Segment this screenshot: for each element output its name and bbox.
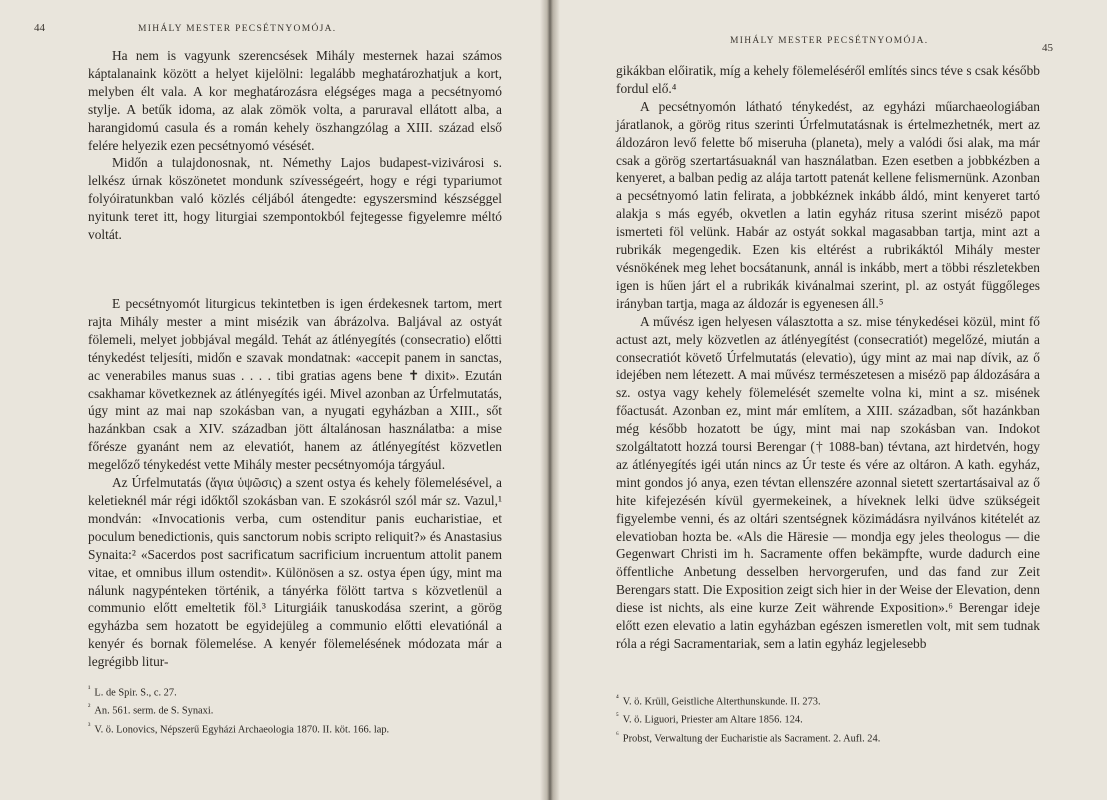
- text-block-1: [88, 47, 502, 244]
- paragraph: Az Úrfelmutatás (ἅγια ὑψῶσις) a szent ostya és kehely fölemelésével, a keletieknél már régi időktől szokásban van. E szokásról szól már sz. Vazul,¹ mondván: «Invocationis verba, cum ostenditur panis eucharistiae, et poculum benedictionis, quis sanctorum nobis scripto reliquit?» és Anastasius Synaita:² «Sacerdos post sacrificatum sacrificium incruentum attolit panem vitae, et omnibus illum ostendit». Különösen a sz. ostya épen úgy, mint ma nálunk nagypénteken történik, a tányérka fölött tartva s közvetlenül a communio előtt emeltetik föl.³ Liturgiáik tanuskodása szerint, a görög egyházba sem hozatott be egyidejüleg a communio előtti elevatiónál a kenyér és bornak fölemelése. A kenyér fölemelésének módozata már a legrégibb litur-: [88, 475, 502, 670]
- paragraph: A művész igen helyesen választotta a sz. mise ténykedései közül, mint fő actust azt, mely közvetlen az átlényegítést (consecratiót) megelőzé, miután a consecratiót követő Úrfelmutatás (elevatio), úgy mint az mai nap dívik, az ő idejében nem létezett. A mai művész természetesen a misézö pap áldozására a sz. ostya vagy kehely fölemelését szemelte volna ki, mint a sz. misének főactusát. Azonban ez, mint már említem, a XIII. században, sőt hazánkban még később hozatott be úgy, mint mai nap szokásban van. Indokot szolgáltatott hozzá toursi Berengar († 1088-ban) tévtana, azt hirdetvén, hogy az átlényegítés igéi után nincs az Úr teste és vére az oltáron. A kath. egyház, mint gondos jó anya, ezen tévtan ellenszére azonnal sietett szertartásaival az ő hite kifejezésén kívül gyermekeinek, a híveknek lelki üdve szükségeit figyelembe venni, és az oltári szentségnek közimádásra nyilvános kitételét az elevatioban hozta be. «Als die Häresie — mondja egy jeles theologus — die Gegenwart Christi im h. Sacramente offen bekämpfte, wurde dadurch eine öffentliche Anbetung desselben hervorgerufen, und das fand zur Zeit Berengars statt. Die Exposition zeigt sich hier in der Weise der Elevation, denn diese ist nichts, als eine kurze Zeit währende Exposition».⁶ Berengar ideje előtt ezen elevatio a latin egyházban egészen ismeretlen volt, mit sem tudnak róla a régi Sacramentariak, sem a latin egyház legjelesebb: [616, 313, 1040, 651]
- running-head: MIHÁLY MESTER PECSÉTNYOMÓJA.: [730, 36, 929, 46]
- footnote-mark: ⁶: [616, 729, 619, 739]
- running-head: MIHÁLY MESTER PECSÉTNYOMÓJA.: [138, 24, 337, 34]
- paragraph: E pecsétnyomót liturgicus tekintetben is igen érdekesnek tartom, mert rajta Mihály mester a mint misézik van ábrázolva. Baljával az ostyát fölemeli, melyet jobbjával megáld. Tehát az átlényegítés (consecratio) előtti ténykedést teljesíti, midőn e szavak mondatnak: «accepit panem in sanctas, ac venerabiles manus suas . . . . tibi gratias agens bene ✝ dixit». Ezután csakhamar következnek az átlényegítés igéi. Mivel azonban az Úrfelmutatás, úgy mint az mai nap szokásban van, a nyugati egyházban a XIII., sőt hazánkban csak a XIV. században jött általánosan használatba: a mise főrésze gyanánt nem az elevatiót, hanem az átlényegítést közvetlen megelőző ténykedést vette Mihály mester pecsétnyomója tárgyául.: [88, 296, 502, 473]
- footnote-text: An. 561. serm. de S. Synaxi.: [94, 705, 214, 717]
- footnote-text: V. ö. Liguori, Priester am Altare 1856. 124.: [622, 714, 803, 726]
- footnotes: [616, 691, 1036, 746]
- paragraph: Ha nem is vagyunk szerencsések Mihály mesternek hazai számos káptalanaink között a helyet kijelölni: legalább meghatározhatjuk a kort, melyben élt vala. A kor meghatározásra elégséges maga a pecsétnyomó stylje. A betűk idoma, az alak zömök volta, a paruraval ellátott alba, a harangidomú casula és a román kehely öszhangzólag a XIII. század első felére helyezik ezen pecsétnyomó vésését.: [88, 48, 502, 153]
- footnote: [616, 691, 1036, 709]
- footnote: [88, 682, 488, 700]
- footnote-text: V. ö. Lonovics, Népszerű Egyházi Archaeologia 1870. II. köt. 166. lap.: [94, 724, 390, 736]
- footnote-mark: ³: [88, 720, 91, 730]
- footnote: [88, 719, 488, 737]
- book-gutter: [540, 0, 560, 800]
- footnote: [616, 709, 1036, 727]
- footnote-mark: ⁴: [616, 693, 619, 702]
- footnote-text: L. de Spir. S., c. 27.: [94, 687, 177, 699]
- footnote-mark: ¹: [88, 684, 91, 693]
- footnotes: [88, 682, 488, 737]
- footnote-mark: ²: [88, 702, 91, 712]
- paragraph: gikákban előiratik, míg a kehely fölemeléséről említés sincs téve s csak később fordul elő.⁴: [616, 63, 1040, 96]
- paragraph: Midőn a tulajdonosnak, nt. Némethy Lajos budapest-vizivárosi s. lelkész úrnak köszönetet mondunk szívességeért, hogy e régi typariumot folyóiratunkban való közlés céljából átengedte: egyszersmind készséggel nyitunk teret itt, hogy liturgiai szempontokból fejtegesse figyelemre méltó voltát.: [88, 155, 502, 243]
- footnote: [616, 728, 1036, 746]
- footnote-text: V. ö. Krüll, Geistliche Alterthunskunde. II. 273.: [622, 696, 821, 708]
- text-block-2: [88, 295, 502, 671]
- text-block: [616, 62, 1040, 653]
- footnote-text: Probst, Verwaltung der Eucharistie als Sacrament. 2. Aufl. 24.: [622, 733, 881, 745]
- paragraph: A pecsétnyomón látható ténykedést, az egyházi műarchaeologiában járatlanok, a görög ritus szerinti Úrfelmutatásnak is értelmezhetnék, mert az áldozáron levő felette bő miseruha (planeta), mely a valódi ősi alak, ma már csak a görög szertartásuaknál van használatban. Ezen esetben a jobbkézben a kenyeret, a balban pedig az alája tartott patenát kellene felismernünk. Azonban a pecsétnyomó latin feliratа, a jobbkéznek inkább áldó, mint kenyeret tartó alakja s más egyéb, okvetlen a latin egyház ritusa szerint misézö papot ismerteti föl velünk. Habár az ostyát sokkal magasabban tartja, mint azt a rubrikák megengedik. Ezen kis eltérést a rubrikáktól Mihály mester vésnökének meg lehet bocsátanunk, annál is inkább, mert a többi részletekben igen is hűen járt el a rubrikák kivánalmai szerint, pl. az ostyát függőleges irányban tartja, maga az áldozár is egyenesen áll.⁵: [616, 98, 1040, 311]
- right-page: [552, 0, 1107, 800]
- footnote-mark: ⁵: [616, 711, 619, 721]
- footnote: [88, 700, 488, 718]
- page-number: 45: [1042, 42, 1053, 54]
- page-number: 44: [34, 22, 45, 34]
- left-page: [0, 0, 546, 800]
